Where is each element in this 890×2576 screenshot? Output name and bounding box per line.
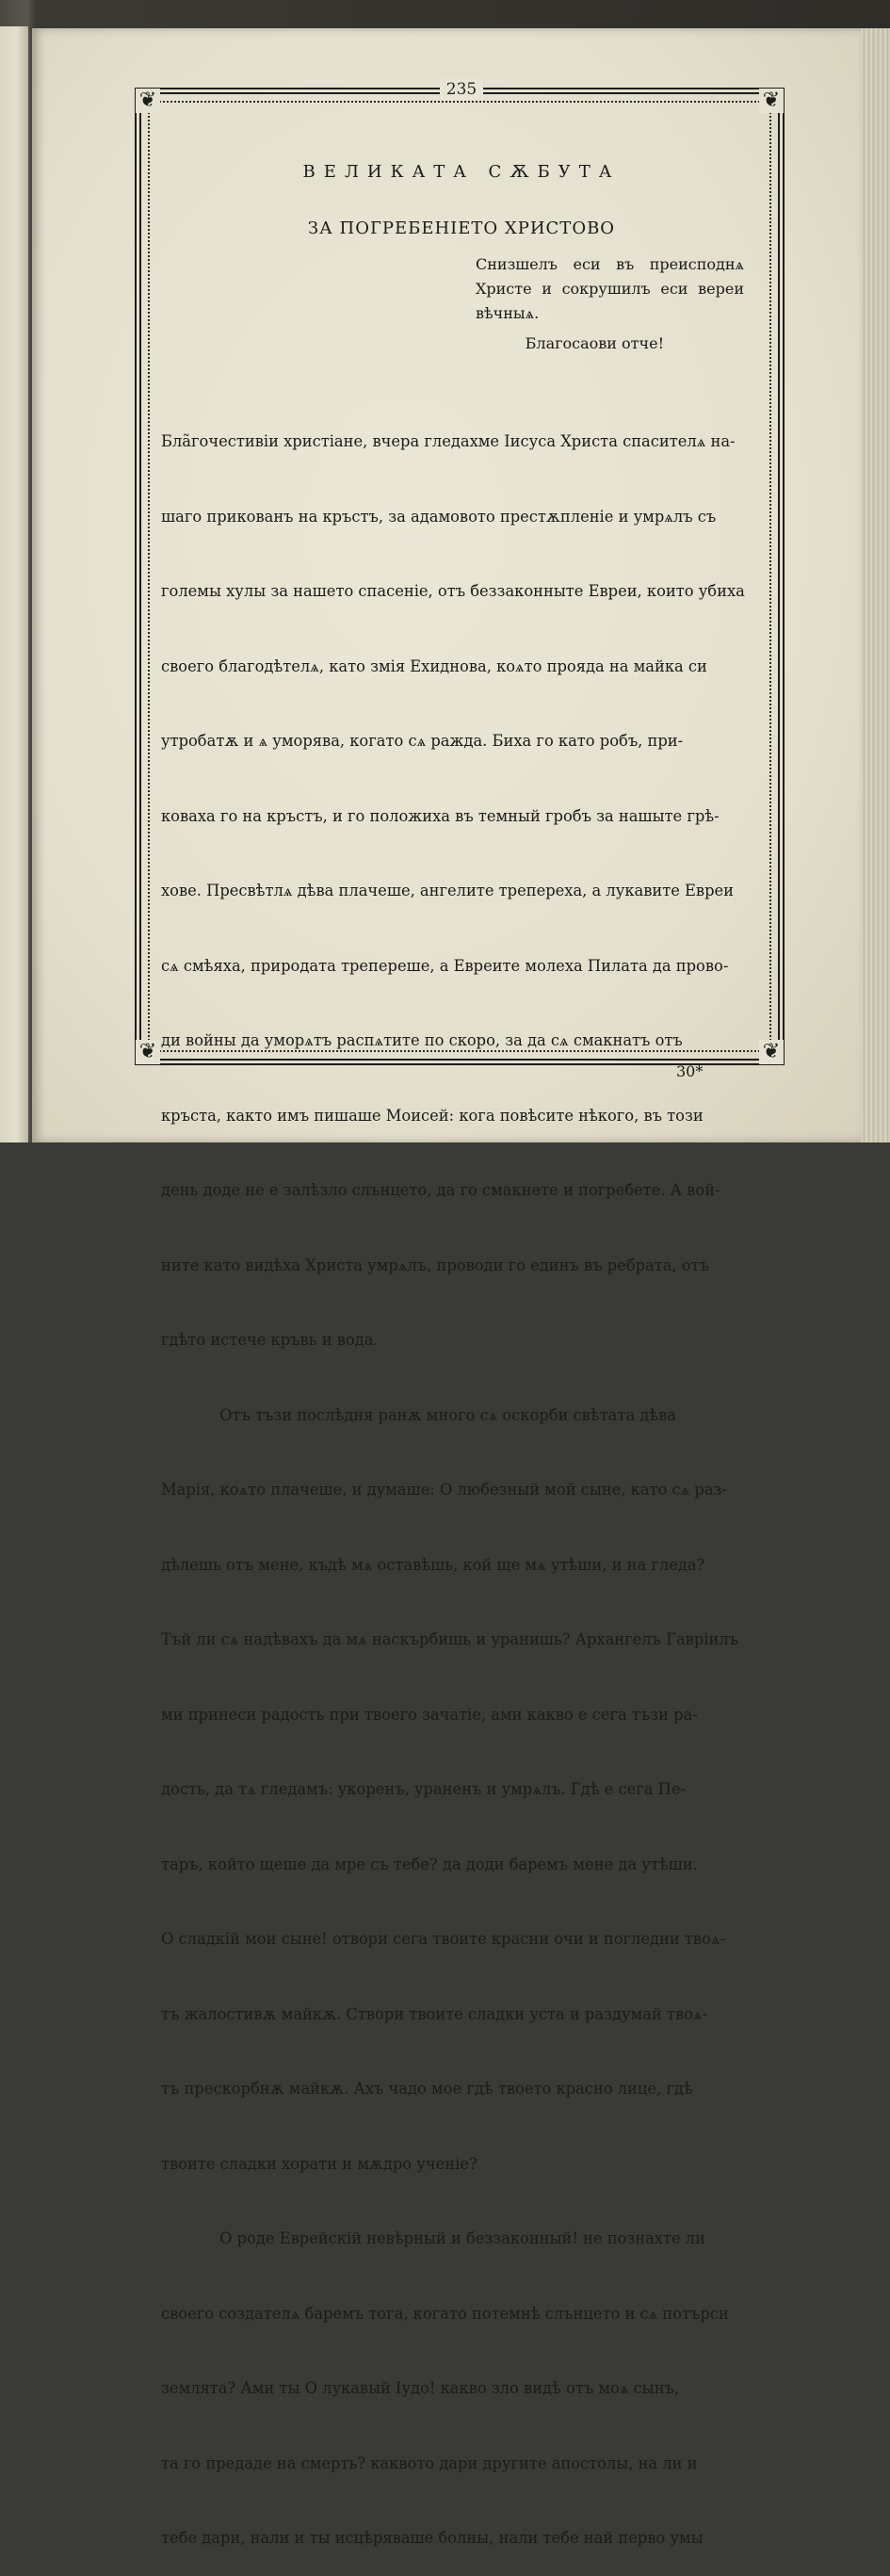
page-title: ВЕЛИКАТА СѪБУТА <box>302 162 621 182</box>
text-line: таръ, който щеше да мре съ тебе? да доди баремъ мене да утѣши. <box>161 1855 698 1873</box>
text-line: хове. Пресвѣтлѧ дѣва плачеше, ангелите трепереха, а лукавите Евреи <box>161 882 735 899</box>
text-line: О роде Еврейскій невѣрный и беззаконный! не познахте ли <box>161 2229 705 2247</box>
corner-ornament-icon: ❦ <box>136 1040 160 1064</box>
page-number: 235 <box>440 79 483 100</box>
text-line: големы хулы за нашето спасеніе, отъ беззаконныте Евреи, които убиха <box>161 582 745 600</box>
text-line: тъ прескорбнѫ майкѫ. Ахъ чадо мое гдѣ твоето красно лице, гдѣ <box>161 2080 693 2098</box>
blessing-line: Благосаови отче! <box>525 334 664 352</box>
text-line: гдѣто истече кръвь и вода. <box>161 1331 379 1349</box>
facing-page-edge <box>0 26 28 1142</box>
text-line: тебе дари, нали и ты исцѣряваше болны, нали тебе най перво умы <box>161 2529 704 2547</box>
text-line: утробатѫ и ѧ уморява, когато сѧ ражда. Биха го като робъ, при- <box>161 732 684 750</box>
corner-ornament-icon: ❦ <box>759 89 784 113</box>
text-line: Тъй ли сѧ надѣвахъ да мѧ наскърбишь и уранишь? Архангелъ Гавріилъ <box>161 1630 739 1648</box>
text-line: сѧ смѣяха, природата трепереше, а Евреите молеха Пилата да прово- <box>161 956 729 975</box>
signature-mark: 30* <box>676 1062 704 1080</box>
text-line: своего благодѣтелѧ, като змія Ехиднова, коѧто прояда на майка си <box>161 656 707 675</box>
text-line: Бла̃гочестивіи христіане, вчера гледахме Іисуса Христа спасителѧ на- <box>161 432 736 450</box>
epigraph: Снизшелъ еси въ преисподнѧ Христе и сокрушилъ еси вереи вѣчныѧ. <box>476 255 744 322</box>
text-line: дость, да тѧ гледамъ: укоренъ, ураненъ и умрѧлъ. Гдѣ е сега Пе- <box>161 1780 686 1798</box>
text-line: день доде не е залѣзло слънцето, да го смакнете и погребете. А вой- <box>161 1181 720 1199</box>
text-line: ми принеси радость при твоего зачатіе, ами какво е сега тъзи ра- <box>161 1705 698 1724</box>
body-text <box>161 380 745 2576</box>
text-line: та го предаде на смерть? каквото дари другите апостолы, на ли и <box>161 2454 698 2472</box>
text-line: ди войны да уморѧтъ распѧтите по скоро, за да сѧ смакнатъ отъ <box>161 1031 683 1049</box>
text-line: Отъ тъзи послѣдня ранѫ много сѧ оскорби свѣтата дѣва <box>161 1405 676 1424</box>
text-line: твоите сладки хорати и мѫдро ученіе? <box>161 2154 477 2173</box>
corner-ornament-icon: ❦ <box>759 1040 784 1064</box>
text-line: О сладкій мои сыне! отвори сега твоите красни очи и погледни твоѧ- <box>161 1930 726 1948</box>
text-line: тъ жалостивѫ майкѫ. Створи твоите сладки уста и раздумай твоѧ- <box>161 2004 708 2023</box>
text-line: кръста, както имъ пишаше Моисей: кога повѣсите нѣкого, въ този <box>161 1106 704 1125</box>
corner-ornament-icon: ❦ <box>136 89 160 113</box>
text-line: землята? Ами ты О лукавый Іудо! какво зло видѣ отъ моѧ сынъ, <box>161 2379 680 2397</box>
text-line: своего создателѧ баремъ тога, когато потемнѣ слънцето и сѧ потърси <box>161 2304 729 2323</box>
text-line: Марія, коѧто плачеше, и думаше: О любезный мой сыне, като сѧ раз- <box>161 1481 727 1499</box>
text-line: шаго прикованъ на кръстъ, за адамовото престѫпленіе и умрѧлъ съ <box>161 507 717 526</box>
text-line: дѣлешь отъ мене, къдѣ мѧ оставѣшь, кой ще мѧ утѣши, и на гледа? <box>161 1555 705 1574</box>
text-line: коваха го на кръстъ, и го положиха въ темный гробъ за нашыте грѣ- <box>161 806 720 825</box>
page-subtitle: ЗА ПОГРЕБЕНІЕТО ХРИСТОВО <box>307 219 616 238</box>
text-line: ните като видѣха Христа умрѧлъ, проводи го единъ въ ребрата, отъ <box>161 1256 709 1274</box>
